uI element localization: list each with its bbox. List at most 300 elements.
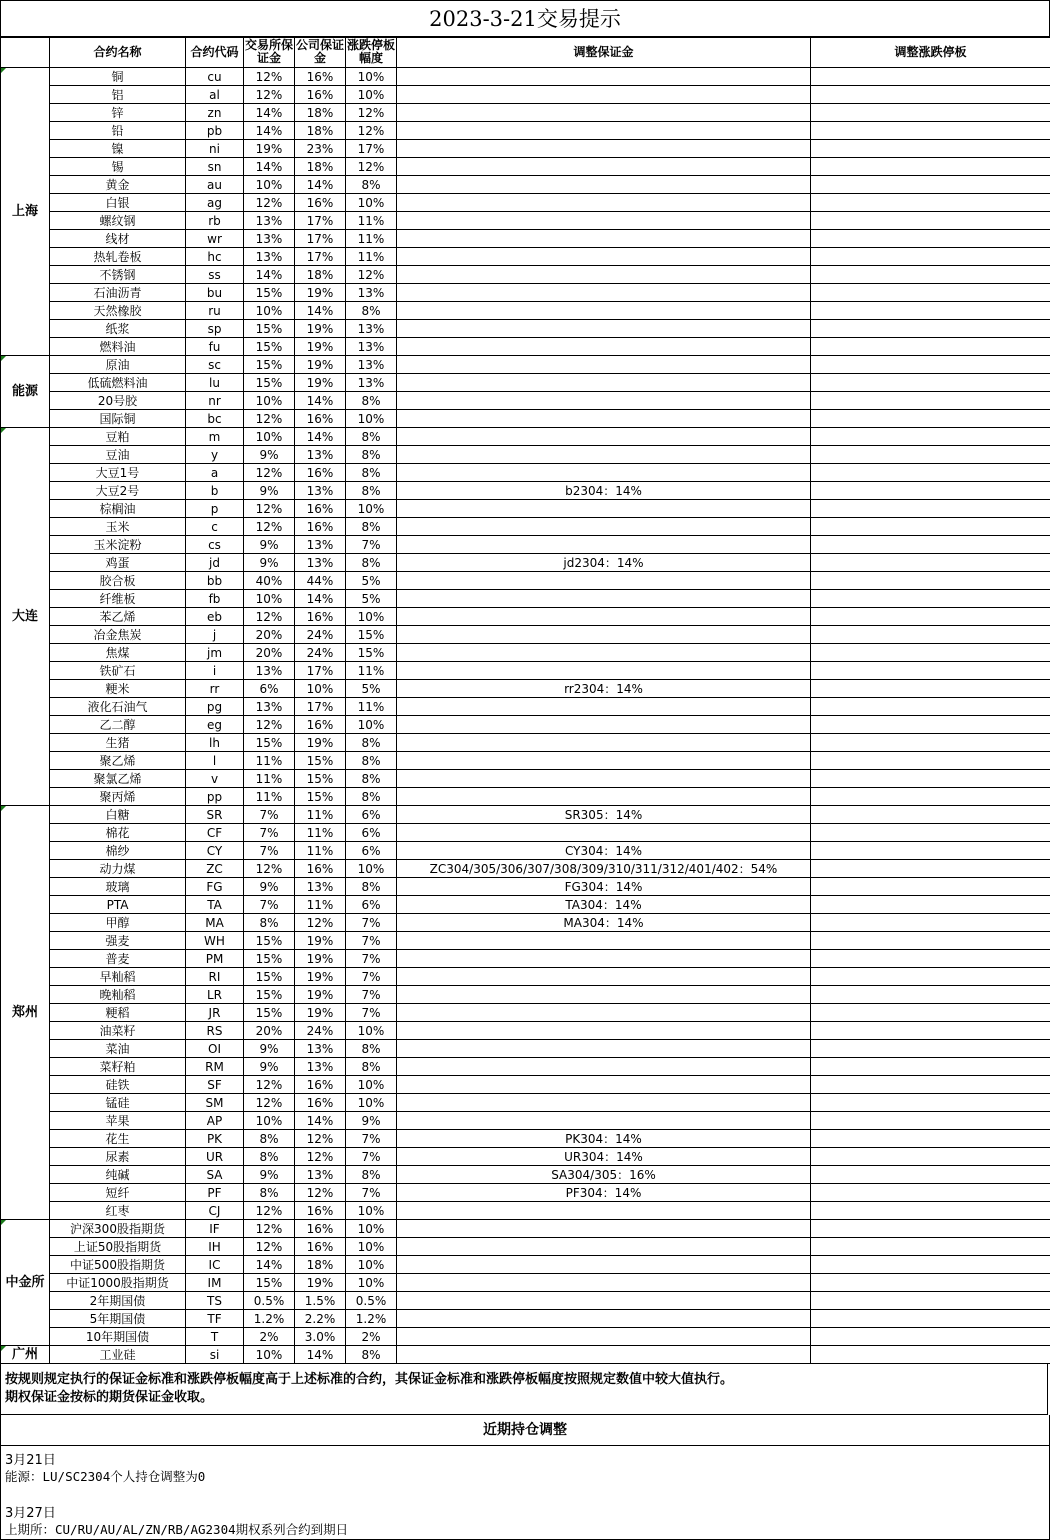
contract-code-cell: rb — [186, 212, 244, 230]
adjust-margin-cell — [397, 392, 811, 410]
recent-date-2: 3月27日 — [5, 1506, 56, 1521]
table-row — [1, 1166, 1050, 1184]
company-margin-cell: 19% — [295, 968, 346, 986]
table-row — [1, 536, 1050, 554]
contract-code-cell: PM — [186, 950, 244, 968]
exchange-margin-cell: 12% — [244, 518, 295, 536]
adjust-limit-cell — [811, 1328, 1050, 1346]
contract-name-cell: 乙二醇 — [50, 716, 186, 734]
limit-range-cell: 8% — [346, 788, 397, 806]
exchange-margin-cell: 15% — [244, 968, 295, 986]
table-row — [1, 1022, 1050, 1040]
contract-code-cell: TS — [186, 1292, 244, 1310]
contract-code-cell: y — [186, 446, 244, 464]
table-row — [1, 932, 1050, 950]
limit-range-cell: 12% — [346, 266, 397, 284]
limit-range-cell: 6% — [346, 842, 397, 860]
company-margin-cell: 2.2% — [295, 1310, 346, 1328]
limit-range-cell: 10% — [346, 1022, 397, 1040]
adjust-margin-cell — [397, 1292, 811, 1310]
contract-name-cell: 动力煤 — [50, 860, 186, 878]
limit-range-cell: 12% — [346, 158, 397, 176]
adjust-limit-cell — [811, 1166, 1050, 1184]
company-margin-cell: 19% — [295, 932, 346, 950]
contract-name-cell: 硅铁 — [50, 1076, 186, 1094]
limit-range-cell: 6% — [346, 896, 397, 914]
contract-name-cell: PTA — [50, 896, 186, 914]
company-margin-cell: 19% — [295, 320, 346, 338]
exchange-margin-cell: 10% — [244, 428, 295, 446]
adjust-margin-cell: SR305：14% — [397, 806, 811, 824]
adjust-margin-cell — [397, 410, 811, 428]
contract-code-cell: IC — [186, 1256, 244, 1274]
contract-name-cell: 玻璃 — [50, 878, 186, 896]
adjust-margin-cell — [397, 1310, 811, 1328]
adjust-limit-cell — [811, 986, 1050, 1004]
table-row — [1, 1292, 1050, 1310]
company-margin-cell: 14% — [295, 302, 346, 320]
table-row — [1, 572, 1050, 590]
company-margin-cell: 16% — [295, 1238, 346, 1256]
limit-range-cell: 13% — [346, 284, 397, 302]
table-row — [1, 896, 1050, 914]
contract-name-cell: 早籼稻 — [50, 968, 186, 986]
limit-range-cell: 11% — [346, 698, 397, 716]
adjust-limit-cell — [811, 788, 1050, 806]
limit-range-cell: 0.5% — [346, 1292, 397, 1310]
contract-code-cell: sp — [186, 320, 244, 338]
table-row — [1, 320, 1050, 338]
table-row — [1, 608, 1050, 626]
adjust-margin-cell — [397, 320, 811, 338]
exchange-cell: 中金所 — [1, 1220, 50, 1346]
adjust-limit-cell — [811, 554, 1050, 572]
limit-range-cell: 13% — [346, 356, 397, 374]
table-row — [1, 1040, 1050, 1058]
adjust-margin-cell — [397, 608, 811, 626]
adjust-limit-cell — [811, 374, 1050, 392]
contract-code-cell: m — [186, 428, 244, 446]
company-margin-cell: 12% — [295, 1148, 346, 1166]
contract-name-cell: 天然橡胶 — [50, 302, 186, 320]
adjust-margin-cell — [397, 590, 811, 608]
contract-name-cell: 豆粕 — [50, 428, 186, 446]
adjust-limit-cell — [811, 1274, 1050, 1292]
table-row — [1, 338, 1050, 356]
recent-date-1: 3月21日 — [5, 1453, 56, 1468]
adjust-limit-cell — [811, 1076, 1050, 1094]
exchange-margin-cell: 14% — [244, 104, 295, 122]
company-margin-cell: 16% — [295, 500, 346, 518]
contract-code-cell: ZC — [186, 860, 244, 878]
table-header-row — [1, 37, 1050, 68]
adjust-margin-cell: MA304：14% — [397, 914, 811, 932]
contract-name-cell: 尿素 — [50, 1148, 186, 1166]
recent-text-2: 上期所：CU/RU/AU/AL/ZN/RB/AG2304期权系列合约到期日 — [5, 1522, 349, 1537]
adjust-margin-cell — [397, 968, 811, 986]
contract-code-cell: wr — [186, 230, 244, 248]
table-row — [1, 698, 1050, 716]
table-row — [1, 626, 1050, 644]
table-row — [1, 194, 1050, 212]
table-row — [1, 1274, 1050, 1292]
limit-range-cell: 10% — [346, 68, 397, 86]
contract-name-cell: 国际铜 — [50, 410, 186, 428]
adjust-limit-cell — [811, 680, 1050, 698]
limit-range-cell: 7% — [346, 1130, 397, 1148]
limit-range-cell: 11% — [346, 248, 397, 266]
limit-range-cell: 13% — [346, 338, 397, 356]
adjust-limit-cell — [811, 806, 1050, 824]
limit-range-cell: 10% — [346, 500, 397, 518]
contract-code-cell: AP — [186, 1112, 244, 1130]
adjust-limit-cell — [811, 1238, 1050, 1256]
limit-range-cell: 8% — [346, 554, 397, 572]
table-row — [1, 950, 1050, 968]
contract-name-cell: 玉米 — [50, 518, 186, 536]
contract-name-cell: 棉纱 — [50, 842, 186, 860]
contract-code-cell: bu — [186, 284, 244, 302]
adjust-limit-cell — [811, 932, 1050, 950]
adjust-limit-cell — [811, 536, 1050, 554]
exchange-margin-cell: 8% — [244, 1130, 295, 1148]
contract-name-cell: 铅 — [50, 122, 186, 140]
contract-name-cell: 沪深300股指期货 — [50, 1220, 186, 1238]
adjust-margin-cell — [397, 716, 811, 734]
company-margin-cell: 19% — [295, 734, 346, 752]
contract-code-cell: PF — [186, 1184, 244, 1202]
adjust-margin-cell — [397, 500, 811, 518]
exchange-margin-cell: 10% — [244, 1112, 295, 1130]
contract-code-cell: lh — [186, 734, 244, 752]
company-margin-cell: 15% — [295, 770, 346, 788]
adjust-margin-cell — [397, 770, 811, 788]
exchange-margin-cell: 20% — [244, 644, 295, 662]
exchange-margin-cell: 13% — [244, 212, 295, 230]
table-row — [1, 986, 1050, 1004]
exchange-margin-cell: 12% — [244, 1094, 295, 1112]
table-row — [1, 824, 1050, 842]
company-margin-cell: 1.5% — [295, 1292, 346, 1310]
contract-code-cell: SA — [186, 1166, 244, 1184]
contract-code-cell: rr — [186, 680, 244, 698]
table-row — [1, 1346, 1050, 1364]
adjust-limit-cell — [811, 842, 1050, 860]
contract-code-cell: eg — [186, 716, 244, 734]
contract-code-cell: TA — [186, 896, 244, 914]
adjust-margin-cell — [397, 230, 811, 248]
adjust-limit-cell — [811, 1148, 1050, 1166]
table-row — [1, 1130, 1050, 1148]
contract-name-cell: 大豆1号 — [50, 464, 186, 482]
exchange-cell: 郑州 — [1, 806, 50, 1220]
table-row — [1, 644, 1050, 662]
limit-range-cell: 10% — [346, 860, 397, 878]
adjust-margin-cell — [397, 1112, 811, 1130]
company-margin-cell: 11% — [295, 896, 346, 914]
exchange-margin-cell: 7% — [244, 896, 295, 914]
contract-name-cell: 螺纹钢 — [50, 212, 186, 230]
limit-range-cell: 6% — [346, 824, 397, 842]
adjust-margin-cell — [397, 788, 811, 806]
limit-range-cell: 8% — [346, 464, 397, 482]
exchange-margin-cell: 11% — [244, 752, 295, 770]
contract-code-cell: RI — [186, 968, 244, 986]
table-row — [1, 356, 1050, 374]
exchange-margin-cell: 15% — [244, 932, 295, 950]
company-margin-cell: 16% — [295, 608, 346, 626]
adjust-margin-cell — [397, 1346, 811, 1364]
adjust-limit-cell — [811, 1058, 1050, 1076]
table-row — [1, 104, 1050, 122]
adjust-limit-cell — [811, 644, 1050, 662]
company-margin-cell: 19% — [295, 374, 346, 392]
adjust-margin-cell — [397, 824, 811, 842]
table-row — [1, 1184, 1050, 1202]
adjust-margin-cell — [397, 644, 811, 662]
contract-code-cell: v — [186, 770, 244, 788]
limit-range-cell: 8% — [346, 1166, 397, 1184]
limit-range-cell: 6% — [346, 806, 397, 824]
table-row — [1, 1220, 1050, 1238]
company-margin-cell: 14% — [295, 1346, 346, 1364]
company-margin-cell: 11% — [295, 806, 346, 824]
contract-code-cell: hc — [186, 248, 244, 266]
contract-code-cell: jm — [186, 644, 244, 662]
limit-range-cell: 11% — [346, 230, 397, 248]
company-margin-cell: 18% — [295, 104, 346, 122]
table-row — [1, 1310, 1050, 1328]
limit-range-cell: 10% — [346, 86, 397, 104]
adjust-margin-cell — [397, 140, 811, 158]
exchange-margin-cell: 1.2% — [244, 1310, 295, 1328]
adjust-limit-cell — [811, 68, 1050, 86]
company-margin-cell: 13% — [295, 446, 346, 464]
limit-range-cell: 15% — [346, 644, 397, 662]
exchange-margin-cell: 10% — [244, 176, 295, 194]
exchange-margin-cell: 12% — [244, 860, 295, 878]
adjust-margin-cell: PF304：14% — [397, 1184, 811, 1202]
company-margin-cell: 10% — [295, 680, 346, 698]
adjust-margin-cell — [397, 518, 811, 536]
table-row — [1, 752, 1050, 770]
contract-code-cell: p — [186, 500, 244, 518]
exchange-margin-cell: 12% — [244, 410, 295, 428]
company-margin-cell: 13% — [295, 1058, 346, 1076]
adjust-limit-cell — [811, 266, 1050, 284]
exchange-margin-cell: 15% — [244, 1274, 295, 1292]
table-row — [1, 428, 1050, 446]
table-row — [1, 1058, 1050, 1076]
contract-name-cell: 棕榈油 — [50, 500, 186, 518]
table-row — [1, 842, 1050, 860]
contract-name-cell: 中证1000股指期货 — [50, 1274, 186, 1292]
limit-range-cell: 10% — [346, 1274, 397, 1292]
contract-code-cell: FG — [186, 878, 244, 896]
margin-table — [0, 36, 1050, 1364]
contract-name-cell: 上证50股指期货 — [50, 1238, 186, 1256]
contract-name-cell: 短纤 — [50, 1184, 186, 1202]
exchange-margin-cell: 10% — [244, 302, 295, 320]
table-row — [1, 122, 1050, 140]
exchange-cell: 能源 — [1, 356, 50, 428]
exchange-margin-cell: 9% — [244, 536, 295, 554]
contract-name-cell: 生猪 — [50, 734, 186, 752]
adjust-margin-cell: ZC304/305/306/307/308/309/310/311/312/401/402：54% — [397, 860, 811, 878]
contract-code-cell: a — [186, 464, 244, 482]
exchange-margin-cell: 7% — [244, 842, 295, 860]
contract-name-cell: 菜油 — [50, 1040, 186, 1058]
adjust-margin-cell: jd2304：14% — [397, 554, 811, 572]
contract-name-cell: 花生 — [50, 1130, 186, 1148]
header-exchange — [1, 37, 50, 68]
contract-code-cell: pp — [186, 788, 244, 806]
adjust-limit-cell — [811, 914, 1050, 932]
contract-code-cell: i — [186, 662, 244, 680]
table-row — [1, 266, 1050, 284]
adjust-margin-cell: FG304：14% — [397, 878, 811, 896]
adjust-limit-cell — [811, 446, 1050, 464]
contract-code-cell: lu — [186, 374, 244, 392]
adjust-margin-cell — [397, 194, 811, 212]
adjust-limit-cell — [811, 716, 1050, 734]
limit-range-cell: 7% — [346, 950, 397, 968]
adjust-limit-cell — [811, 212, 1050, 230]
exchange-margin-cell: 13% — [244, 662, 295, 680]
table-row — [1, 1256, 1050, 1274]
table-row — [1, 1238, 1050, 1256]
limit-range-cell: 8% — [346, 1040, 397, 1058]
company-margin-cell: 13% — [295, 536, 346, 554]
contract-code-cell: eb — [186, 608, 244, 626]
company-margin-cell: 19% — [295, 356, 346, 374]
adjust-limit-cell — [811, 482, 1050, 500]
contract-code-cell: j — [186, 626, 244, 644]
adjust-limit-cell — [811, 590, 1050, 608]
contract-code-cell: al — [186, 86, 244, 104]
exchange-margin-cell: 12% — [244, 1238, 295, 1256]
exchange-margin-cell: 15% — [244, 986, 295, 1004]
table-row — [1, 482, 1050, 500]
adjust-margin-cell — [397, 626, 811, 644]
company-margin-cell: 14% — [295, 176, 346, 194]
company-margin-cell: 19% — [295, 950, 346, 968]
exchange-margin-cell: 6% — [244, 680, 295, 698]
note-line-1: 按规则规定执行的保证金标准和涨跌停板幅度高于上述标准的合约，其保证金标准和涨跌停板幅度按照规定数值中较大值执行。 — [5, 1372, 734, 1387]
company-margin-cell: 24% — [295, 1022, 346, 1040]
contract-code-cell: cu — [186, 68, 244, 86]
limit-range-cell: 11% — [346, 662, 397, 680]
company-margin-cell: 17% — [295, 248, 346, 266]
contract-name-cell: 5年期国债 — [50, 1310, 186, 1328]
company-margin-cell: 12% — [295, 1184, 346, 1202]
company-margin-cell: 16% — [295, 716, 346, 734]
company-margin-cell: 19% — [295, 338, 346, 356]
company-margin-cell: 14% — [295, 428, 346, 446]
limit-range-cell: 8% — [346, 392, 397, 410]
adjust-margin-cell — [397, 1202, 811, 1220]
table-row — [1, 500, 1050, 518]
company-margin-cell: 12% — [295, 914, 346, 932]
adjust-margin-cell — [397, 752, 811, 770]
exchange-margin-cell: 8% — [244, 1148, 295, 1166]
contract-code-cell: OI — [186, 1040, 244, 1058]
adjust-margin-cell — [397, 662, 811, 680]
adjust-limit-cell — [811, 1256, 1050, 1274]
contract-code-cell: IF — [186, 1220, 244, 1238]
contract-code-cell: sn — [186, 158, 244, 176]
company-margin-cell: 16% — [295, 518, 346, 536]
contract-code-cell: LR — [186, 986, 244, 1004]
adjust-limit-cell — [811, 878, 1050, 896]
table-row — [1, 662, 1050, 680]
limit-range-cell: 7% — [346, 536, 397, 554]
limit-range-cell: 5% — [346, 590, 397, 608]
limit-range-cell: 8% — [346, 734, 397, 752]
contract-code-cell: CJ — [186, 1202, 244, 1220]
limit-range-cell: 7% — [346, 914, 397, 932]
table-row — [1, 590, 1050, 608]
exchange-margin-cell: 12% — [244, 464, 295, 482]
contract-name-cell: 原油 — [50, 356, 186, 374]
contract-code-cell: SM — [186, 1094, 244, 1112]
company-margin-cell: 23% — [295, 140, 346, 158]
contract-name-cell: 玉米淀粉 — [50, 536, 186, 554]
exchange-margin-cell: 14% — [244, 122, 295, 140]
contract-name-cell: 铝 — [50, 86, 186, 104]
header-company-margin: 公司保证金 — [295, 37, 346, 68]
adjust-limit-cell — [811, 158, 1050, 176]
recent-position-box — [0, 1445, 1050, 1540]
table-row — [1, 1112, 1050, 1130]
exchange-margin-cell: 9% — [244, 446, 295, 464]
contract-name-cell: 冶金焦炭 — [50, 626, 186, 644]
limit-range-cell: 7% — [346, 1184, 397, 1202]
contract-name-cell: 中证500股指期货 — [50, 1256, 186, 1274]
adjust-margin-cell — [397, 248, 811, 266]
adjust-limit-cell — [811, 410, 1050, 428]
company-margin-cell: 17% — [295, 698, 346, 716]
company-margin-cell: 16% — [295, 410, 346, 428]
limit-range-cell: 12% — [346, 122, 397, 140]
company-margin-cell: 16% — [295, 464, 346, 482]
contract-name-cell: 大豆2号 — [50, 482, 186, 500]
adjust-limit-cell — [811, 770, 1050, 788]
contract-code-cell: l — [186, 752, 244, 770]
adjust-margin-cell — [397, 1040, 811, 1058]
exchange-margin-cell: 12% — [244, 194, 295, 212]
exchange-margin-cell: 11% — [244, 788, 295, 806]
limit-range-cell: 8% — [346, 302, 397, 320]
contract-name-cell: 菜籽粕 — [50, 1058, 186, 1076]
contract-name-cell: 粳稻 — [50, 1004, 186, 1022]
adjust-limit-cell — [811, 140, 1050, 158]
contract-code-cell: b — [186, 482, 244, 500]
table-row — [1, 86, 1050, 104]
exchange-margin-cell: 0.5% — [244, 1292, 295, 1310]
limit-range-cell: 10% — [346, 1202, 397, 1220]
adjust-limit-cell — [811, 734, 1050, 752]
table-row — [1, 680, 1050, 698]
exchange-margin-cell: 12% — [244, 68, 295, 86]
exchange-cell: 广州 — [1, 1346, 50, 1364]
limit-range-cell: 10% — [346, 194, 397, 212]
adjust-margin-cell — [397, 1274, 811, 1292]
adjust-margin-cell — [397, 698, 811, 716]
contract-name-cell: 20号胶 — [50, 392, 186, 410]
exchange-margin-cell: 15% — [244, 1004, 295, 1022]
limit-range-cell: 12% — [346, 104, 397, 122]
